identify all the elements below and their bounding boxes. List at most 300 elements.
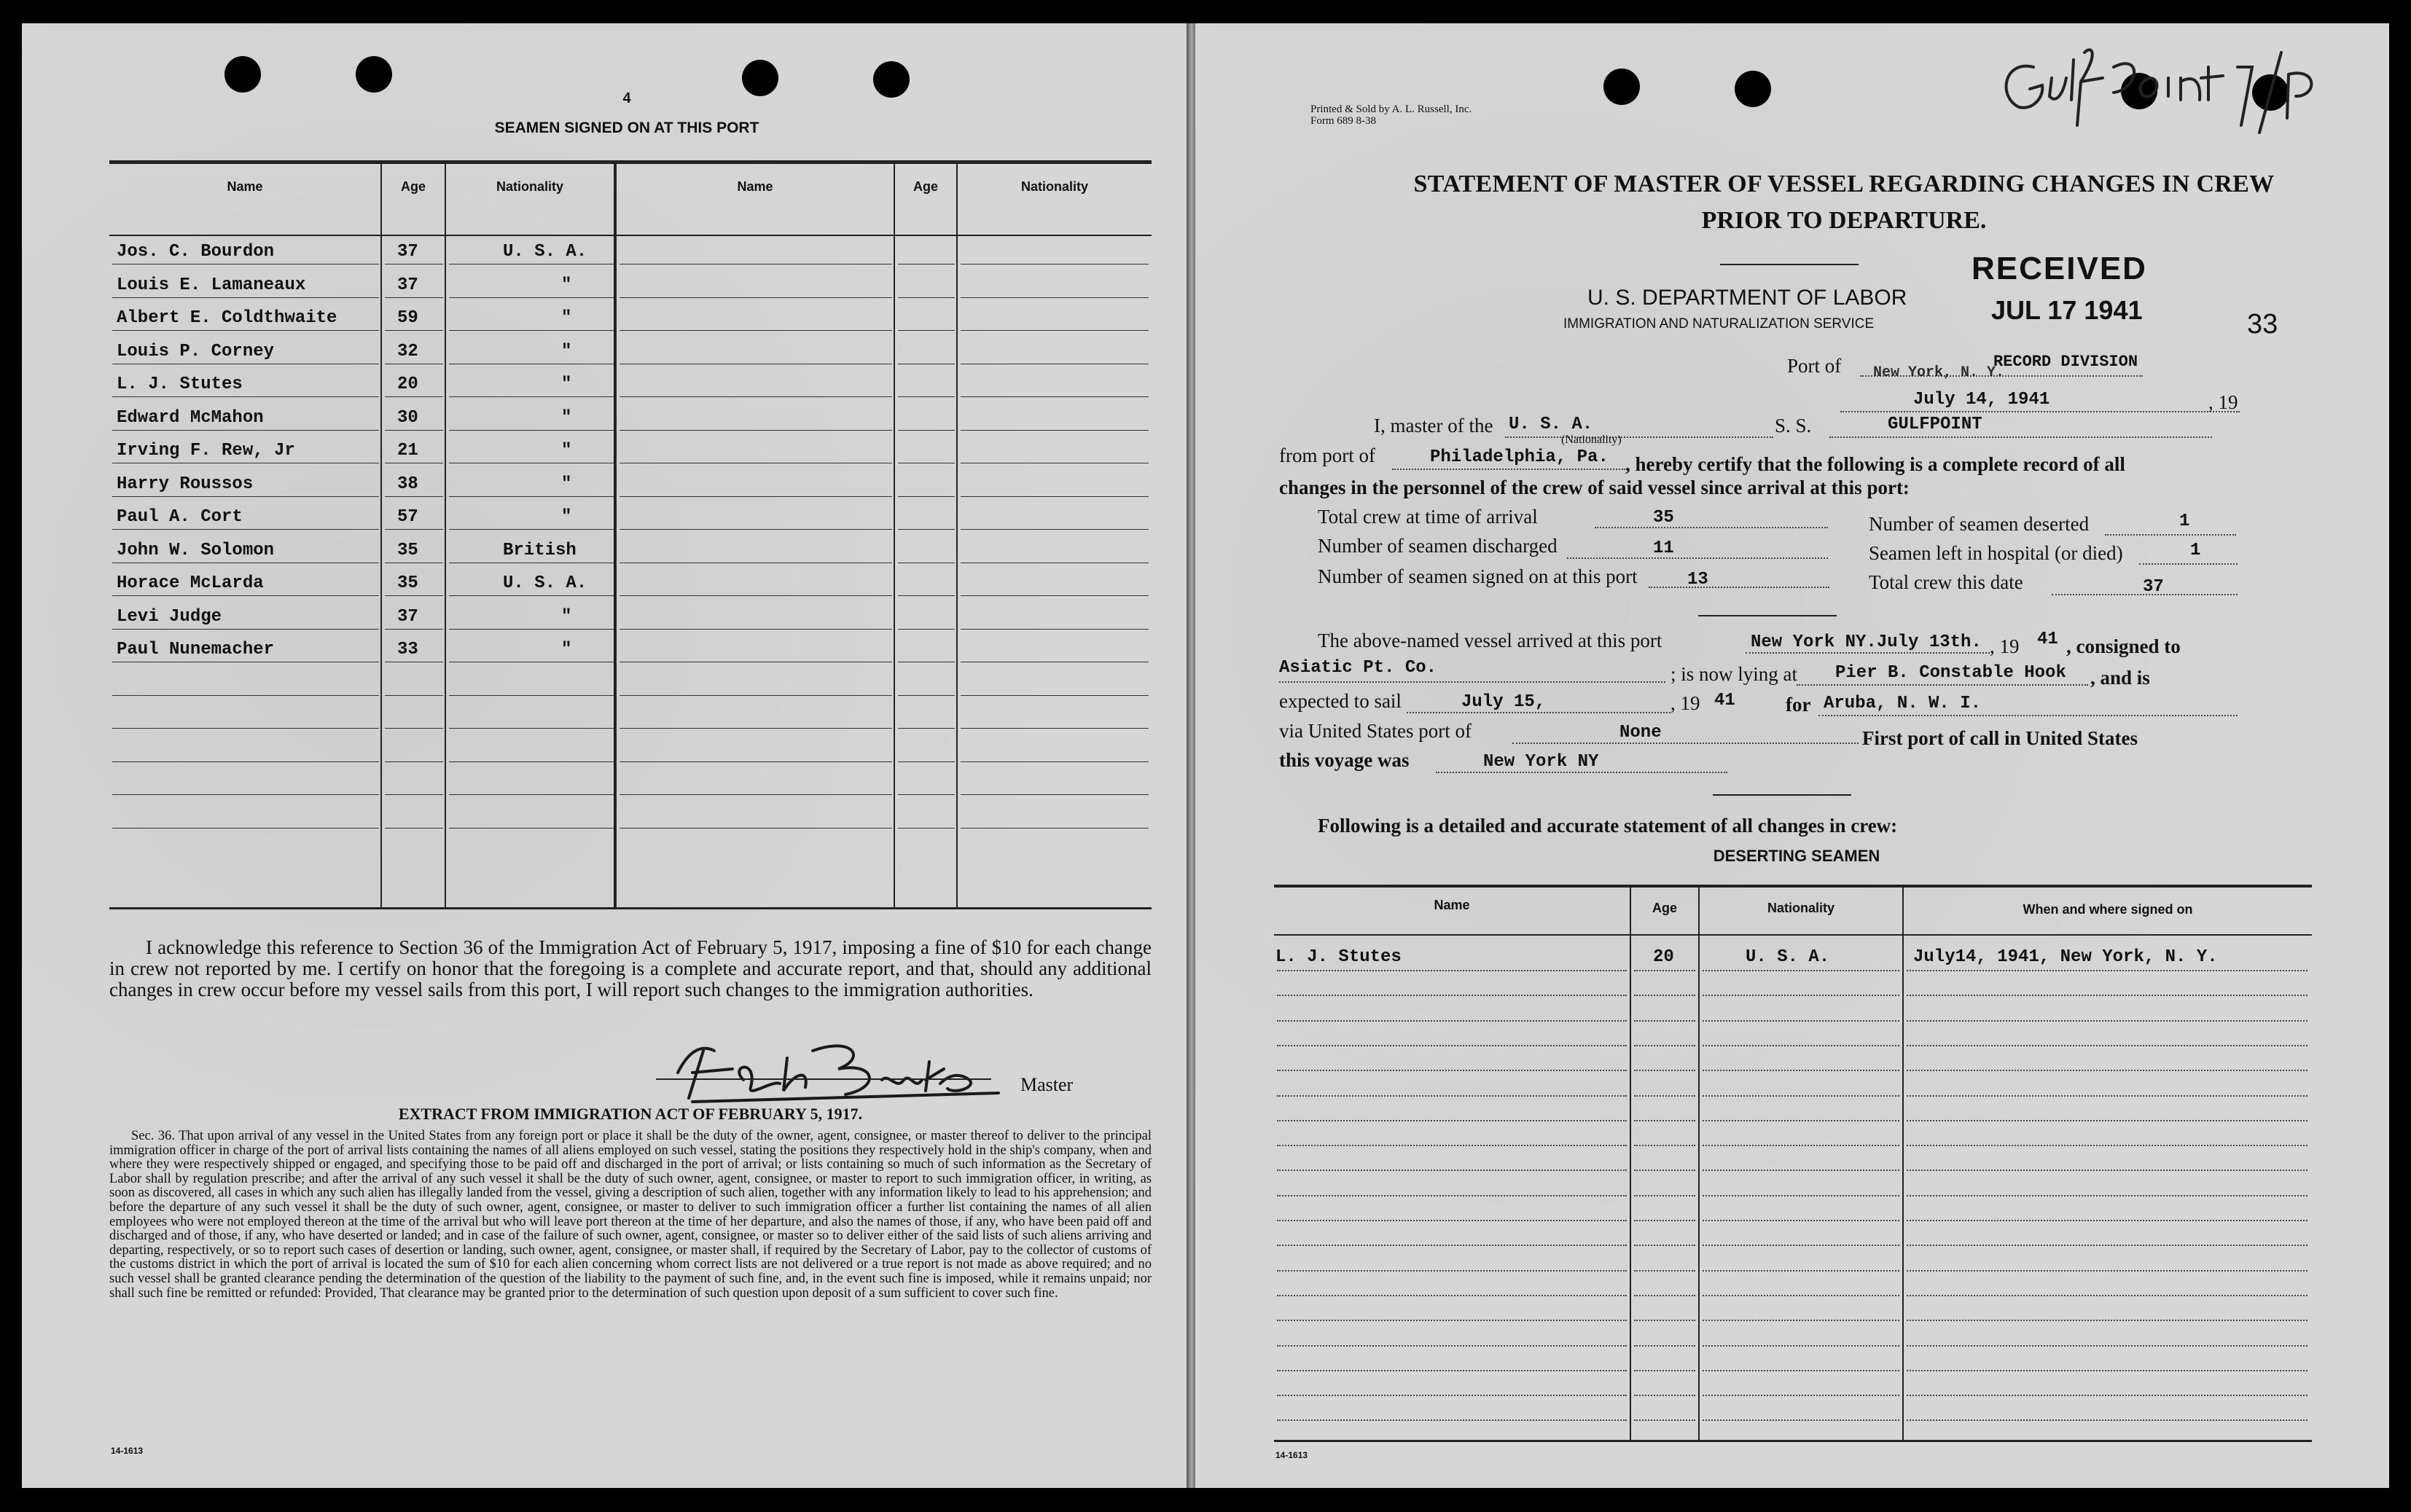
seaman-age: 21 xyxy=(397,441,418,461)
row-rule xyxy=(449,761,614,762)
row-rule xyxy=(961,629,1149,630)
row-rule xyxy=(449,828,614,829)
row-rule xyxy=(385,761,443,762)
row-rule xyxy=(1277,994,1627,996)
row-rule xyxy=(112,496,379,497)
row-rule xyxy=(1907,1369,2308,1371)
date-value: July 14, 1941 xyxy=(1913,390,2050,410)
row-rule xyxy=(449,629,614,630)
row-rule xyxy=(1703,1344,1899,1347)
col-header-name: Name xyxy=(227,179,263,194)
stamp-number: 33 xyxy=(2247,309,2278,340)
seaman-nationality: U. S. A. xyxy=(503,242,587,262)
row-rule xyxy=(961,430,1149,431)
seaman-age: 30 xyxy=(397,407,418,428)
expected-year-prefix: , 19 xyxy=(1670,692,1700,714)
row-rule xyxy=(1703,1194,1899,1196)
desert-table-top xyxy=(1274,885,2312,888)
seaman-name: L. J. Stutes xyxy=(117,375,243,394)
punch-hole xyxy=(356,56,392,93)
row-rule xyxy=(898,761,955,762)
row-rule xyxy=(1277,1369,1627,1371)
row-rule xyxy=(385,794,443,795)
year-suffix: , 19 xyxy=(2208,391,2238,413)
total-crew-arrival-fill xyxy=(1595,526,1828,528)
row-rule xyxy=(1703,1369,1899,1371)
row-rule xyxy=(961,529,1149,530)
expected-year: 41 xyxy=(1714,691,1735,710)
row-rule xyxy=(449,496,614,497)
row-rule xyxy=(620,430,892,431)
arrived-label: The above-named vessel arrived at this port xyxy=(1318,630,1662,651)
hospital-label: Seamen left in hospital (or died) xyxy=(1869,542,2123,564)
row-rule xyxy=(898,496,955,497)
row-rule xyxy=(1634,1044,1695,1046)
seaman-nationality: " xyxy=(561,341,572,361)
row-rule xyxy=(1703,1419,1899,1421)
total-crew-date: 37 xyxy=(2143,577,2164,597)
row-rule xyxy=(112,430,379,431)
desert-col-nationality: Nationality xyxy=(1767,901,1834,915)
row-rule xyxy=(1634,1219,1695,1221)
row-rule xyxy=(1703,1019,1899,1022)
ship-name: GULFPOINT xyxy=(1888,415,1982,434)
certify-text: , hereby certify that the following is a complete record of all xyxy=(1625,453,2125,475)
seaman-name: Albert E. Coldthwaite xyxy=(117,308,337,328)
seaman-age: 38 xyxy=(397,474,418,494)
total-crew-date-label: Total crew this date xyxy=(1869,571,2023,593)
deserted-label: Number of seamen deserted xyxy=(1869,513,2090,535)
row-rule xyxy=(385,430,443,431)
column-divider xyxy=(956,164,958,907)
row-rule xyxy=(620,629,892,630)
seaman-age: 57 xyxy=(397,507,418,527)
row-rule xyxy=(961,794,1149,795)
row-rule xyxy=(385,695,443,696)
record-division-stamp: RECORD DIVISION xyxy=(1993,353,2138,371)
row-rule xyxy=(112,828,379,829)
expected-label: expected to sail xyxy=(1279,690,1402,712)
row-rule xyxy=(1277,1344,1627,1347)
seaman-nationality: British xyxy=(503,540,577,560)
row-rule xyxy=(961,496,1149,497)
signature-role: Master xyxy=(1020,1074,1074,1095)
row-rule xyxy=(1703,1219,1899,1221)
row-rule xyxy=(1703,1094,1899,1097)
row-rule xyxy=(449,728,614,729)
row-rule xyxy=(961,828,1149,829)
seaman-name: Levi Judge xyxy=(117,606,222,627)
for-label: for xyxy=(1786,694,1811,716)
row-rule xyxy=(1703,1144,1899,1146)
seaman-nationality: " xyxy=(561,606,572,627)
row-rule xyxy=(1907,1044,2308,1046)
row-rule xyxy=(898,728,955,729)
row-rule xyxy=(1634,1369,1695,1371)
form-title-line-2: PRIOR TO DEPARTURE. xyxy=(1701,207,1987,234)
deserted-value: 1 xyxy=(2179,512,2190,531)
row-rule xyxy=(1277,1244,1627,1246)
signed-on-value: 13 xyxy=(1687,570,1708,589)
row-rule xyxy=(1703,1319,1899,1321)
row-rule xyxy=(1703,994,1899,996)
seaman-nationality: " xyxy=(561,474,572,494)
via-label: via United States port of xyxy=(1279,720,1472,742)
voyage-value: New York NY xyxy=(1483,752,1599,772)
received-stamp: RECEIVED xyxy=(1972,251,2147,286)
seaman-age: 32 xyxy=(397,341,418,361)
arrived-year: 41 xyxy=(2037,630,2058,649)
nationality-value: U. S. A. xyxy=(1509,415,1593,434)
row-rule xyxy=(449,396,614,397)
via-fill xyxy=(1512,742,1859,744)
row-rule xyxy=(385,629,443,630)
right-page xyxy=(1195,23,2389,1488)
port-value: New York, N. Y. xyxy=(1873,364,2005,381)
row-rule xyxy=(1277,1419,1627,1421)
seaman-nationality: " xyxy=(561,640,572,659)
row-rule xyxy=(385,529,443,530)
row-rule xyxy=(1907,1069,2308,1071)
row-rule xyxy=(620,761,892,762)
row-rule xyxy=(898,828,955,829)
row-rule xyxy=(961,728,1149,729)
seaman-age: 37 xyxy=(397,606,418,627)
ship-fill-line xyxy=(1829,436,2212,438)
seaman-age: 20 xyxy=(397,375,418,394)
row-rule xyxy=(1703,1244,1899,1246)
column-divider xyxy=(614,164,617,907)
row-rule xyxy=(1634,1269,1695,1272)
row-rule xyxy=(620,595,892,596)
printer-line-2: Form 689 8-38 xyxy=(1310,115,1376,127)
discharged-value: 11 xyxy=(1653,538,1674,558)
destination-fill xyxy=(1818,714,2238,716)
left-page xyxy=(22,23,1188,1488)
table-top-rule xyxy=(109,160,1152,164)
seaman-name: Paul A. Cort xyxy=(117,507,243,527)
row-rule xyxy=(1634,969,1695,971)
row-rule xyxy=(961,297,1149,298)
arrived-value: New York NY.July 13th. xyxy=(1751,632,1982,652)
row-rule xyxy=(1277,1019,1627,1022)
row-rule xyxy=(112,595,379,596)
row-rule xyxy=(385,496,443,497)
row-rule xyxy=(1277,1319,1627,1321)
column-divider xyxy=(445,164,446,907)
deserter-age: 20 xyxy=(1653,947,1674,967)
seaman-nationality: U. S. A. xyxy=(503,573,587,593)
row-rule xyxy=(449,297,614,298)
row-rule xyxy=(1634,1019,1695,1022)
row-rule xyxy=(449,264,614,265)
voyage-label: this voyage was xyxy=(1279,749,1410,771)
row-rule xyxy=(1907,1269,2308,1272)
row-rule xyxy=(1907,994,2308,996)
desert-col-age: Age xyxy=(1652,901,1677,915)
deserter-name: L. J. Stutes xyxy=(1275,947,1402,967)
row-rule xyxy=(1634,1419,1695,1421)
page-number: 4 xyxy=(622,90,631,106)
consignee: Asiatic Pt. Co. xyxy=(1279,658,1437,678)
row-rule xyxy=(1907,1169,2308,1171)
desert-table-header-rule xyxy=(1274,934,2312,936)
row-rule xyxy=(898,529,955,530)
column-divider xyxy=(1698,888,1700,1441)
row-rule xyxy=(1277,1194,1627,1196)
extract-title: EXTRACT FROM IMMIGRATION ACT OF FEBRUARY 5, 1917. xyxy=(398,1105,863,1123)
form-number: 14-1613 xyxy=(1275,1450,1308,1460)
row-rule xyxy=(1634,1144,1695,1146)
hospital-value: 1 xyxy=(2190,541,2201,560)
acknowledgement-text: I acknowledge this reference to Section 36 of the Immigration Act of February 5, 1917, imposing a fine of $10 for each change in crew not reported by me. I certify on honor that the foregoing is a complete and accurate report, and that, should any additional changes in crew occur before my vessel sails from this port, I will report such changes to the immigration authorities. xyxy=(109,936,1152,1000)
seaman-name: John W. Solomon xyxy=(117,540,275,560)
row-rule xyxy=(1703,1069,1899,1071)
row-rule xyxy=(620,496,892,497)
row-rule xyxy=(1703,1169,1899,1171)
arrived-year-prefix: , 19 xyxy=(1990,635,2020,657)
title-rule xyxy=(1720,264,1859,265)
deserting-title: DESERTING SEAMEN xyxy=(1713,847,1880,865)
row-rule xyxy=(620,264,892,265)
row-rule xyxy=(1277,1069,1627,1071)
seaman-name: Louis E. Lamaneaux xyxy=(117,275,306,295)
row-rule xyxy=(1634,1094,1695,1097)
desert-col-name: Name xyxy=(1434,898,1470,912)
port-label: Port of xyxy=(1787,355,1842,377)
discharged-label: Number of seamen discharged xyxy=(1318,535,1558,557)
row-rule xyxy=(620,794,892,795)
department: U. S. DEPARTMENT OF LABOR xyxy=(1587,286,1907,310)
handwritten-note xyxy=(1990,38,2369,140)
row-rule xyxy=(112,264,379,265)
row-rule xyxy=(898,330,955,331)
from-port-value: Philadelphia, Pa. xyxy=(1430,447,1609,467)
row-rule xyxy=(620,396,892,397)
row-rule xyxy=(898,297,955,298)
row-rule xyxy=(1907,1244,2308,1246)
deserter-nationality: U. S. A. xyxy=(1746,947,1830,967)
row-rule xyxy=(961,695,1149,696)
seaman-nationality: " xyxy=(561,407,572,428)
row-rule xyxy=(620,695,892,696)
col-header-name-2: Name xyxy=(737,179,773,194)
row-rule xyxy=(385,396,443,397)
row-rule xyxy=(1634,1344,1695,1347)
row-rule xyxy=(112,695,379,696)
row-rule xyxy=(112,794,379,795)
col-header-age: Age xyxy=(400,179,426,194)
row-rule xyxy=(1907,1019,2308,1022)
row-rule xyxy=(961,396,1149,397)
consignee-fill xyxy=(1279,681,1665,683)
row-rule xyxy=(898,629,955,630)
seaman-age: 59 xyxy=(397,308,418,328)
total-crew-arrival-label: Total crew at time of arrival xyxy=(1318,506,1538,528)
following-text: Following is a detailed and accurate statement of all changes in crew: xyxy=(1318,815,1898,837)
row-rule xyxy=(1703,1119,1899,1121)
seaman-name: Jos. C. Bourdon xyxy=(117,242,275,262)
service: IMMIGRATION AND NATURALIZATION SERVICE xyxy=(1563,316,1875,332)
row-rule xyxy=(385,595,443,596)
seaman-age: 35 xyxy=(397,540,418,560)
row-rule xyxy=(112,330,379,331)
signature-line xyxy=(656,1078,991,1080)
from-port-label: from port of xyxy=(1279,444,1375,466)
desert-table-bottom xyxy=(1274,1440,2312,1442)
desert-col-signed-on: When and where signed on xyxy=(2023,902,2193,917)
punch-hole xyxy=(224,56,261,93)
seaman-age: 35 xyxy=(397,573,418,593)
signed-on-fill xyxy=(1649,586,1829,588)
col-header-nationality-2: Nationality xyxy=(1020,179,1088,194)
seaman-nationality: " xyxy=(561,275,572,295)
lying-label: ; is now lying at xyxy=(1670,663,1797,685)
punch-hole xyxy=(1603,68,1640,105)
row-rule xyxy=(1277,1144,1627,1146)
row-rule xyxy=(898,264,955,265)
nationality-fill-line xyxy=(1505,436,1773,438)
row-rule xyxy=(1277,1169,1627,1171)
column-divider xyxy=(1902,888,1904,1441)
seaman-nationality: " xyxy=(561,375,572,394)
row-rule xyxy=(112,629,379,630)
extract-text: Sec. 36. That upon arrival of any vessel in the United States from any foreign port or place it shall be the duty of the owner, agent, consignee, or master thereof to deliver to the principal immigration officer in charge of the port of arrival lists containing the names of all aliens employed on such vessel, stating the positions they respectively hold in the ship's company, when and where they were respectively shipped or engaged, and specifying those to be paid off and discharged in the port of arrival; or lists containing so much of such information as the Secretary of Labor shall by regulation prescribe; and after the arrival of any such vessel it shall be the duty of such owner, agent, consignee, or master to report to such immigration officer, in writing, as soon as discovered, all cases in which any such alien has illegally landed from the vessel, giving a description of such alien, together with any information likely to lead to his apprehension; and before the departure of any such vessel it shall be the duty of such owner, agent, consignee, or master to deliver to such immigration officer a further list containing the names of all alien employees who were not employed thereon at the time of the arrival but who will leave port thereon at the time of her departure, and also the names of those, if any, who have been paid off and discharged and of those, if any, who have deserted or landed; and in case of the failure of such owner, agent, consignee, or master so to deliver either of the said lists of such aliens arriving and departing, respectively, or so to report such cases of desertion or landing, such owner, agent, consignee, or master shall, if required by the Secretary of Labor, pay to the collector of customs of the customs district in which the port of arrival is located the sum of $10 for each alien concerning whom correct lists are not delivered or a true report is not made as above required; and no such vessel shall be granted clearance pending the determination of the question of the liability to the payment of such fine, and, in the event such fine is imposed, while it remains unpaid; nor shall such fine be remitted or refunded: Provided, That clearance may be granted prior to the determination of such question upon deposit of a sum sufficient to cover such fine. xyxy=(109,1129,1152,1301)
row-rule xyxy=(1277,1219,1627,1221)
row-rule xyxy=(1634,1169,1695,1171)
seaman-name: Harry Roussos xyxy=(117,474,254,494)
row-rule xyxy=(449,330,614,331)
row-rule xyxy=(1703,1394,1899,1396)
row-rule xyxy=(1277,969,1627,971)
and-is: , and is xyxy=(2090,667,2150,689)
form-title-line-1: STATEMENT OF MASTER OF VESSEL REGARDING CHANGES IN CREW xyxy=(1413,171,2275,197)
row-rule xyxy=(385,297,443,298)
col-header-age-2: Age xyxy=(913,179,938,194)
received-stamp-date: JUL 17 1941 xyxy=(1991,295,2143,325)
seaman-nationality: " xyxy=(561,308,572,328)
first-port-label: First port of call in United States xyxy=(1862,727,2138,749)
row-rule xyxy=(1634,1319,1695,1321)
seaman-name: Paul Nunemacher xyxy=(117,640,275,659)
row-rule xyxy=(898,396,955,397)
row-rule xyxy=(1907,1194,2308,1196)
printer-line-1: Printed & Sold by A. L. Russell, Inc. xyxy=(1310,103,1472,115)
lying-value: Pier B. Constable Hook xyxy=(1835,663,2066,683)
destination: Aruba, N. W. I. xyxy=(1824,694,1982,713)
row-rule xyxy=(961,761,1149,762)
row-rule xyxy=(1634,1244,1695,1246)
seaman-age: 37 xyxy=(397,275,418,295)
seaman-age: 37 xyxy=(397,242,418,262)
column-divider xyxy=(894,164,895,907)
row-rule xyxy=(1634,1294,1695,1296)
col-header-nationality: Nationality xyxy=(496,179,563,194)
row-rule xyxy=(620,529,892,530)
row-rule xyxy=(620,297,892,298)
row-rule xyxy=(385,264,443,265)
row-rule xyxy=(1703,1044,1899,1046)
via-value: None xyxy=(1619,723,1662,743)
row-rule xyxy=(1277,1294,1627,1296)
row-rule xyxy=(961,264,1149,265)
seaman-nationality: " xyxy=(561,507,572,527)
seaman-name: Horace McLarda xyxy=(117,573,264,593)
row-rule xyxy=(961,330,1149,331)
row-rule xyxy=(449,430,614,431)
row-rule xyxy=(1907,1319,2308,1321)
date-fill-line xyxy=(1840,410,2240,412)
row-rule xyxy=(112,761,379,762)
row-rule xyxy=(385,728,443,729)
row-rule xyxy=(449,529,614,530)
row-rule xyxy=(898,695,955,696)
row-rule xyxy=(1634,1119,1695,1121)
seaman-age: 33 xyxy=(397,640,418,659)
row-rule xyxy=(1907,1294,2308,1296)
from-port-fill-line xyxy=(1392,468,1625,470)
seaman-nationality: " xyxy=(561,441,572,461)
row-rule xyxy=(449,595,614,596)
row-rule xyxy=(1634,1069,1695,1071)
discharged-fill xyxy=(1567,557,1828,559)
seaman-name: Edward McMahon xyxy=(117,407,264,428)
changes-text: changes in the personnel of the crew of said vessel since arrival at this port: xyxy=(1279,477,1910,498)
section-rule xyxy=(1713,794,1851,796)
row-rule xyxy=(898,430,955,431)
seaman-name: Louis P. Corney xyxy=(117,341,275,361)
row-rule xyxy=(620,828,892,829)
row-rule xyxy=(449,794,614,795)
row-rule xyxy=(1277,1044,1627,1046)
row-rule xyxy=(1277,1119,1627,1121)
row-rule xyxy=(1907,1144,2308,1146)
row-rule xyxy=(1634,1394,1695,1396)
total-crew-arrival: 35 xyxy=(1653,508,1674,528)
section-title: SEAMEN SIGNED ON AT THIS PORT xyxy=(494,120,759,136)
seaman-name: Irving F. Rew, Jr xyxy=(117,441,295,461)
row-rule xyxy=(1907,969,2308,971)
ss-label: S. S. xyxy=(1775,415,1812,436)
row-rule xyxy=(961,595,1149,596)
deserted-fill xyxy=(2105,533,2236,536)
deserter-signed-on: July14, 1941, New York, N. Y. xyxy=(1913,947,2218,967)
table-bottom-rule xyxy=(109,907,1152,909)
row-rule xyxy=(112,529,379,530)
signed-on-label: Number of seamen signed on at this port xyxy=(1318,565,1638,587)
row-rule xyxy=(1907,1219,2308,1221)
master-signature xyxy=(663,1029,1013,1109)
row-rule xyxy=(449,695,614,696)
row-rule xyxy=(898,794,955,795)
column-divider xyxy=(380,164,382,907)
form-number: 14-1613 xyxy=(111,1446,144,1456)
column-divider xyxy=(1630,888,1631,1441)
row-rule xyxy=(112,728,379,729)
hospital-fill xyxy=(2139,563,2238,565)
row-rule xyxy=(1907,1344,2308,1347)
row-rule xyxy=(1907,1119,2308,1121)
row-rule xyxy=(1703,1269,1899,1272)
row-rule xyxy=(385,828,443,829)
row-rule xyxy=(1907,1394,2308,1396)
printer-info xyxy=(1310,103,1472,127)
punch-hole xyxy=(1735,71,1771,107)
row-rule xyxy=(112,297,379,298)
nationality-caption: (Nationality) xyxy=(1561,434,1622,446)
row-rule xyxy=(1703,969,1899,971)
row-rule xyxy=(620,330,892,331)
